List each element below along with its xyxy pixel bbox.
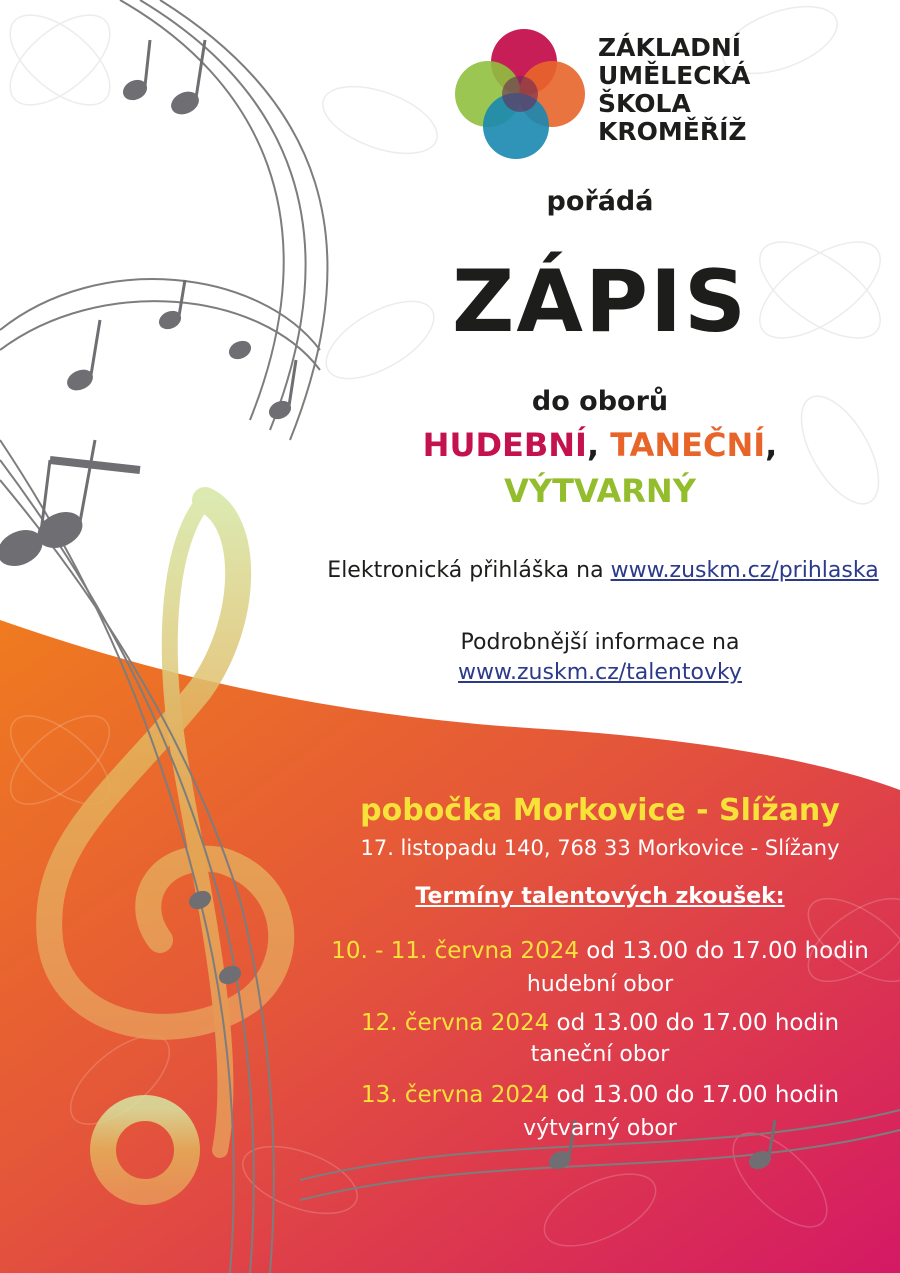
field-music: HUDEBNÍ — [422, 426, 587, 464]
exam-date: 10. - 11. června 2024 — [331, 938, 579, 964]
exam-field: hudební obor — [526, 972, 674, 997]
school-name-line: ŠKOLA — [598, 89, 691, 118]
exam-time: od 13.00 do 17.00 hodin — [549, 1082, 840, 1108]
separator: , — [765, 426, 778, 464]
page-title: ZÁPIS — [452, 252, 748, 352]
fields-line — [300, 426, 900, 464]
subtitle: do oborů — [531, 386, 669, 417]
more-info-link[interactable]: www.zuskm.cz/talentovky — [458, 660, 742, 685]
exams-heading: Termíny talentových zkoušek: — [415, 884, 785, 909]
organizes-text: pořádá — [546, 186, 654, 217]
school-name-line: ZÁKLADNÍ — [598, 33, 742, 62]
application-link[interactable]: www.zuskm.cz/prihlaska — [610, 558, 879, 583]
branch-address: 17. listopadu 140, 768 33 Morkovice - Slížany — [360, 836, 840, 860]
separator: , — [586, 426, 611, 464]
more-info-text: Podrobnější informace na — [460, 630, 740, 655]
application-line — [306, 558, 900, 583]
school-name-line: KROMĚŘÍŽ — [598, 117, 747, 146]
field-art: VÝTVARNÝ — [504, 472, 696, 510]
exam-date: 13. června 2024 — [360, 1082, 550, 1108]
school-name-line: UMĚLECKÁ — [598, 61, 751, 90]
school-name — [598, 34, 750, 146]
application-text: Elektronická přihláška na — [327, 558, 611, 583]
more-info-line — [300, 660, 900, 685]
exam-date-line — [300, 1010, 900, 1036]
exam-time: od 13.00 do 17.00 hodin — [549, 1010, 840, 1036]
branch-name: pobočka Morkovice - Slížany — [360, 793, 840, 828]
exam-field: výtvarný obor — [523, 1116, 677, 1141]
exam-time: od 13.00 do 17.00 hodin — [578, 938, 869, 964]
exam-date-line — [300, 938, 900, 964]
exam-field: taneční obor — [530, 1042, 670, 1067]
field-dance: TANEČNÍ — [610, 426, 766, 464]
exam-date-line — [300, 1082, 900, 1108]
exam-date: 12. června 2024 — [360, 1010, 550, 1036]
